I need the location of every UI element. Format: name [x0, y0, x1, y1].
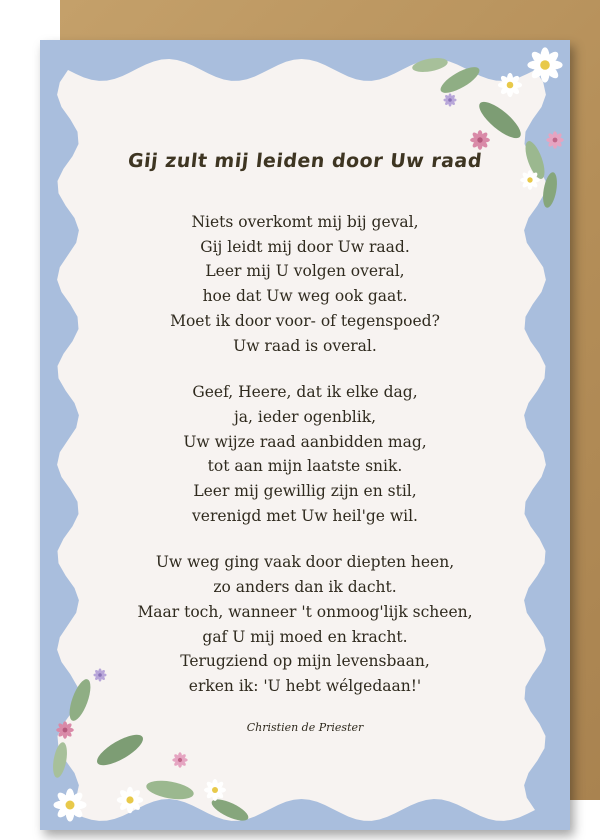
- flower-icon: [172, 752, 187, 767]
- daisy-icon: [498, 73, 522, 97]
- daisy-icon: [527, 47, 562, 82]
- poem-line: gaf U mij moed en kracht.: [202, 627, 408, 646]
- stanza-1: [80, 210, 530, 358]
- poem-line: Uw weg ging vaak door diepten heen,: [155, 553, 455, 572]
- flower-icon: [443, 93, 456, 106]
- leaf-shape: [145, 778, 195, 803]
- flower-icon: [470, 130, 490, 150]
- daisy-icon: [54, 789, 87, 822]
- leaf-shape: [411, 56, 449, 75]
- stanza-2: [80, 380, 530, 528]
- poem-line: Geef, Heere, dat ik elke dag,: [192, 383, 418, 402]
- daisy-icon: [204, 779, 226, 801]
- poem-author: Christien de Priester: [246, 720, 364, 734]
- poem-line: Moet ik door voor- of tegenspoed?: [170, 311, 440, 330]
- poem-line: erken ik: 'U hebt wélgedaan!': [188, 676, 422, 695]
- leaf-shape: [51, 741, 70, 779]
- leaf-shape: [437, 62, 483, 97]
- stanza-3: [80, 550, 530, 698]
- poem: [80, 150, 530, 734]
- flower-icon: [546, 131, 564, 149]
- poem-line: Niets overkomt mij bij geval,: [191, 213, 419, 231]
- poem-line: Leer mij U volgen overal,: [205, 262, 405, 281]
- poem-line: verenigd met Uw heil'ge wil.: [192, 506, 418, 525]
- poem-line: hoe dat Uw weg ook gaat.: [202, 287, 408, 306]
- poem-line: Leer mij gewillig zijn en stil,: [193, 482, 417, 501]
- poem-title: Gij zult mij leiden door Uw raad: [126, 150, 484, 172]
- flower-icon: [56, 721, 74, 739]
- poem-line: Maar toch, wanneer 't onmoog'lijk scheen,: [137, 602, 473, 621]
- poem-line: Gij leidt mij door Uw raad.: [200, 237, 410, 256]
- poem-line: Uw wijze raad aanbidden mag,: [183, 432, 427, 451]
- poem-line: Uw raad is overal.: [233, 336, 377, 355]
- daisy-icon: [117, 787, 143, 813]
- poem-line: ja, ieder ogenblik,: [233, 407, 377, 426]
- poem-line: zo anders dan ik dacht.: [213, 578, 397, 597]
- greeting-card: [40, 40, 570, 830]
- poem-line: Terugziend op mijn levensbaan,: [180, 652, 430, 671]
- poem-line: tot aan mijn laatste snik.: [207, 457, 403, 476]
- leaf-shape: [93, 729, 147, 771]
